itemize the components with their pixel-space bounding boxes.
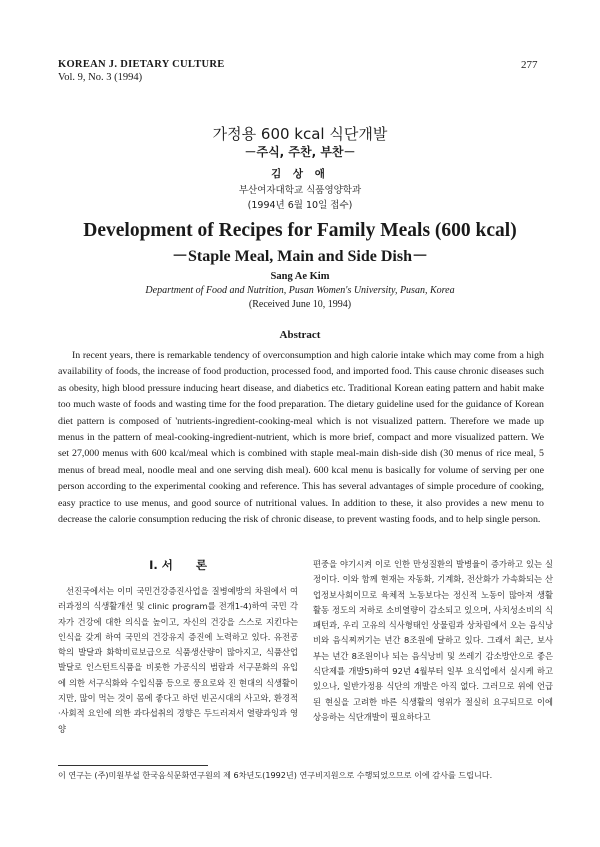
right-column bbox=[313, 557, 553, 725]
footnote: 이 연구는 (주)미원부설 한국음식문화연구원의 제 6차년도(1992년) 연구비지원으로 수행되었으므로 이에 감사를 드립니다. bbox=[58, 770, 493, 780]
korean-affiliation: 부산여자대학교 식품영양학과 bbox=[238, 185, 362, 196]
english-received-date: (Received June 10, 1994) bbox=[248, 299, 352, 310]
korean-title: 가정용 600 kcal 식단개발 bbox=[212, 125, 388, 143]
journal-volume: Vol. 9, No. 3 (1994) bbox=[58, 72, 143, 83]
journal-name: KOREAN J. DIETARY CULTURE bbox=[58, 59, 225, 70]
introduction-paragraph-right: 편중을 야기시켜 이로 인한 만성질환의 발병율이 증가하고 있는 실정이다. 이와 함께 현재는 자동화, 기계화, 전산화가 가속화되는 산업정보사회이므로 육체적 노동보다는 정신적 노동이 많아져 생활활동 정도의 저하로 소비열량이 감소되고 있으며, 사치성소비의 식패턴과, 우리 고유의 식사형태인 상물림과 상차림에서 오는 음식낭비와 음식찌꺼기는 년간 8조원에 달하고 있다. 그래서 최근, 보사부는 년간 8조원이나 되는 음식낭비 및 쓰레기 감소방안으로 좋은 식단제를 개발5)하여 92년 4월부터 일부 요식업에서 실시케 하고 있으나, 일반가정용 식단의 개발은 아직 없다. 그러므로 위에 언급된 현실을 고려한 바른 식생활의 영위가 절실히 요구되므로 이에 상응하는 식단개발이 필요하다고 bbox=[313, 559, 553, 722]
introduction-paragraph-left: 선진국에서는 이미 국민건강증진사업을 질병예방의 차원에서 여러과정의 식생활개선 및 clinic program를 전개1-4)하여 국민 각자가 건강에 대한 의식을 높이고, 자신의 건강을 스스로 지킨다는 인식을 갖게 하여 국민의 건강유지 증진에 노력하고 있다. 유전공학의 발달과 화학비료보급으로 식품생산량이 많아지고, 식품산업발달로 인스턴트식품을 비롯한 가공식의 범람과 서구문화의 유입에 의한 서구식화와 수입식품 등으로 풍요로와 진 현대의 식생활이지만, 많이 먹는 것이 몸에 좋다고 하던 빈곤시대의 사고와, 환경적·사회적 요인에 의한 과다섭취의 경향은 두드러져서 열량과잉과 영양 bbox=[58, 586, 298, 734]
korean-received-date: (1994년 6월 10일 접수) bbox=[247, 200, 353, 211]
abstract-text: In recent years, there is remarkable tendency of overconsumption and high calorie intake which may come from a high availability of foods, the increase of food production, processed food, and imported food. This cause chronic diseases such as obesity, high blood pressure inducing heart disease, and diabetics etc. Traditional Korean eating pattern and habit make too much waste of foods and wasting time for the food preparation. The dietary guideline used for the guidance of Korean diet pattern is composed of 'nutrients-ingredient-cooking-meal which is not visualized pattern. Therefore we made up menus in the pattern of meal-cooking-ingredient-nutrient, which is more brief, compact and more visualized pattern. We set 27,000 menus with 600 kcal/meal which is combined with staple meal-main dish-side dish (30 menus of rice meal, 5 menus of bread meal, noodle meal and one serving dish meal). 600 kcal menu is basically for volume of serving per one person according to the experimental cooking and reference. This has several advantages of simple procedure of cooking, easy practice to use menus, and good source of nutritional values. In addition to these, it also provides a new menu to decrease the calorie consumption reducing the risk of chronic disease, to prevent wasting foods, and to help single person. bbox=[58, 350, 544, 526]
english-author: Sang Ae Kim bbox=[270, 271, 330, 282]
page-number: 277 bbox=[521, 59, 538, 71]
abstract-heading: Abstract bbox=[279, 329, 321, 341]
footnote-divider bbox=[58, 765, 208, 766]
english-title: Development of Recipes for Family Meals (600 kcal) bbox=[83, 220, 517, 241]
section-heading-introduction: I. 서 론 bbox=[149, 558, 207, 572]
section-heading-wrapper bbox=[58, 557, 298, 579]
korean-subtitle: －주식, 주찬, 부찬－ bbox=[244, 145, 356, 159]
korean-author: 김 상 애 bbox=[271, 168, 329, 180]
english-subtitle: －Staple Meal, Main and Side Dish－ bbox=[171, 248, 429, 265]
english-affiliation: Department of Food and Nutrition, Pusan Women's University, Pusan, Korea bbox=[145, 285, 455, 296]
left-column bbox=[58, 584, 298, 737]
